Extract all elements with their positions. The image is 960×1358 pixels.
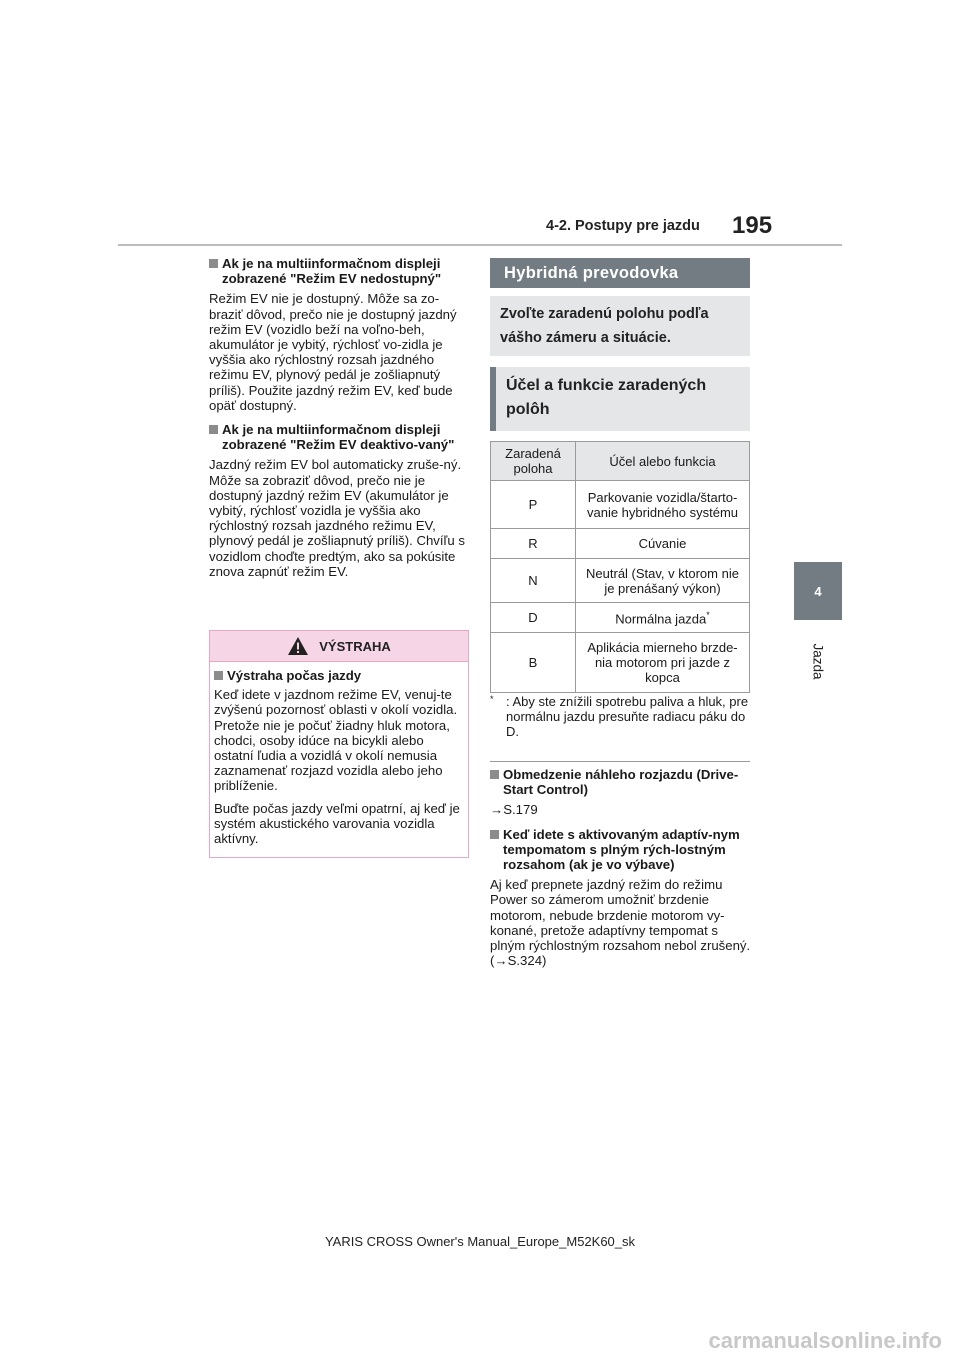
warning-item-heading: Výstraha počas jazdy <box>214 668 464 683</box>
chapter-number: 4 <box>814 583 822 599</box>
divider <box>490 761 750 762</box>
watermark: carmanualsonline.info <box>708 1328 942 1353</box>
intro-box: Zvoľte zaradenú polohu podľa vášho zámeru a situácie. <box>490 296 750 356</box>
right-column-notes <box>490 767 752 977</box>
question-heading: Obmedzenie náhleho rozjazdu (Drive-Start Control) <box>490 767 752 797</box>
table-cell: N <box>491 559 576 603</box>
question-heading: Ak je na multiinformačnom displeji zobrazené "Režim EV nedostupný" <box>209 256 471 286</box>
warning-title: VÝSTRAHA <box>319 638 391 654</box>
footer-text: YARIS CROSS Owner's Manual_Europe_M52K60_sk <box>324 1234 636 1249</box>
table-cell: Parkovanie vozidla/štarto-vanie hybridného systému <box>576 481 750 529</box>
table-row <box>491 633 750 693</box>
section-heading: Hybridná prevodovka <box>490 258 750 288</box>
footnote-marker: * <box>706 610 710 621</box>
table-row <box>491 529 750 559</box>
table-cell: P <box>491 481 576 529</box>
paragraph: Režim EV nie je dostupný. Môže sa zo-braziť dôvod, prečo nie je dostupný jazdný režim EV (vozidlo beží na voľno-beh, akumulátor je vybitý, rýchlosť vo-zidla je vyššia ako rýchlostný rozsah jazdného režimu EV, plynový pedál je zošliapnutý príliš). Použite jazdný režim EV, keď bude opäť dostupný. <box>209 291 457 413</box>
table-header-row <box>491 442 750 481</box>
question-heading: Keď idete s aktivovaným adaptív-nym tempomatom s plným rých-lostným rozsahom (ak je vo výbave) <box>490 827 752 873</box>
paragraph: Jazdný režim EV bol automaticky zruše-ný. Môže sa zobraziť dôvod, prečo nie je dostupný jazdný režim EV (akumulátor je vybitý, rýchlosť vozidla je vyššia ako rýchlostný rozsah jazdného režimu EV, plynový pedál je zošliapnutý príliš). Chvíľu s vozidlom choďte predtým, ako sa pokúsite znova zapnúť režim EV. <box>209 457 465 579</box>
gear-position-table <box>490 441 750 693</box>
footnote-mark: * <box>490 694 494 704</box>
warning-triangle-icon <box>287 636 309 656</box>
square-bullet-icon <box>490 770 499 779</box>
table-cell: R <box>491 529 576 559</box>
table-cell: Aplikácia mierneho brzde-nia motorom pri jazde z kopca <box>576 633 750 693</box>
paragraph: Buďte počas jazdy veľmi opatrní, aj keď je systém akustického varovania vozidla aktívny. <box>214 800 460 847</box>
square-bullet-icon <box>209 425 218 434</box>
table-footnote <box>490 694 752 739</box>
chapter-tab <box>794 562 842 620</box>
chapter-label: Jazda <box>810 643 826 680</box>
table-cell: Normálna jazda* <box>576 603 750 633</box>
square-bullet-icon <box>209 259 218 268</box>
table-cell: B <box>491 633 576 693</box>
header-rule <box>118 244 842 246</box>
table-row <box>491 481 750 529</box>
page-number: 195 <box>732 212 773 239</box>
subsection-heading: Účel a funkcie zaradených polôh <box>490 367 750 431</box>
table-cell: Neutrál (Stav, v ktorom nie je prenášaný výkon) <box>576 559 750 603</box>
table-row <box>491 603 750 633</box>
paragraph: Keď idete v jazdnom režime EV, venuj-te zvýšenú pozornosť oblasti v okolí vozidla. Pretože nie je počuť žiadny hluk motora, chodci, osoby idúce na bicykli alebo ostatní ľudia a vozidlá v okolí nemusia zaznamenať rozjazd vozidla alebo jeho priblíženie. <box>214 687 458 794</box>
question-heading: Ak je na multiinformačnom displeji zobrazené "Režim EV deaktivo-vaný" <box>209 422 471 452</box>
table-cell: D <box>491 603 576 633</box>
page-reference: →S.179 <box>490 802 538 818</box>
warning-header <box>210 631 468 662</box>
section-title: 4-2. Postupy pre jazdu <box>546 218 700 234</box>
table-row <box>491 559 750 603</box>
table-cell: Cúvanie <box>576 529 750 559</box>
square-bullet-icon <box>490 830 499 839</box>
warning-box <box>209 630 469 858</box>
table-header: Zaradená poloha <box>491 442 576 481</box>
footnote-text: : Aby ste znížili spotrebu paliva a hluk, pre normálnu jazdu presuňte radiacu páku do D. <box>506 694 749 739</box>
paragraph: Aj keď prepnete jazdný režim do režimu Power so zámerom umožniť brzdenie motorom, nebude brzdenie motorom vy-konané, pretože adaptívny tempomat s plným rýchlostným rozsahom nebol zrušený. (→S.324) <box>490 877 751 969</box>
square-bullet-icon <box>214 671 223 680</box>
warning-body <box>210 662 468 846</box>
left-column <box>209 256 471 588</box>
chapter-label-wrap <box>788 630 848 690</box>
table-header: Účel alebo funkcia <box>576 442 750 481</box>
